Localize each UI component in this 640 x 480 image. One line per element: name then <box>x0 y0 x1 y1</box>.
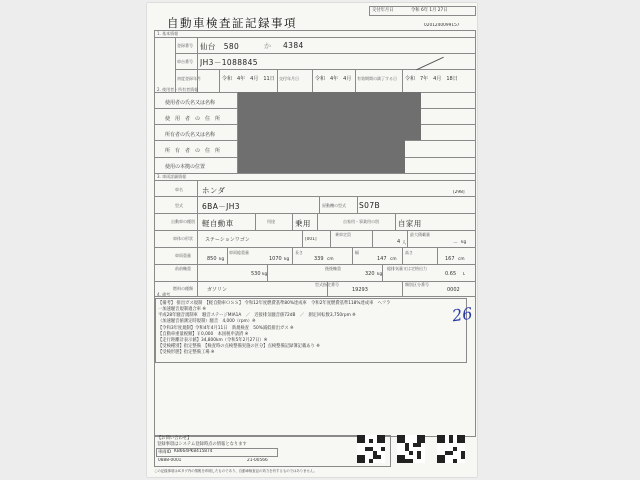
vehicle-type-value: 軽自動車 <box>202 219 234 228</box>
owner-address-label: 所 有 者 の 住 所 <box>165 148 221 154</box>
qr-code-right <box>437 435 465 463</box>
maker-value: ホンダ <box>202 186 226 195</box>
height-label: 高さ <box>405 250 413 255</box>
section-basic-label: 1. 基本情報 <box>157 31 179 36</box>
model-label: 型式 <box>175 203 183 208</box>
private-label: 自家用・事業用の別 <box>343 219 379 224</box>
width-value: 147 <box>377 256 387 262</box>
section-remarks-label: 4. 備考 <box>157 292 171 297</box>
engine-label: 原動機の型式 <box>322 203 346 208</box>
first-reg-value: 令和 4年 4月 <box>315 76 352 82</box>
length-value: 339 <box>314 256 324 262</box>
inspection-record-sheet <box>147 3 477 477</box>
max-load-label: 最大積載量 <box>410 232 430 237</box>
private-value: 自家用 <box>398 219 422 228</box>
front-axle-unit: kg <box>262 272 268 277</box>
reg-kana: か <box>264 42 271 50</box>
remarks-line: 【自動車重量税額】￥0,000 本国税申請済 ※ <box>158 332 249 337</box>
reg-number-value: 仙台 580 <box>200 42 240 51</box>
chassis-label: 車台番号 <box>177 59 193 64</box>
reg-number-digits: 4384 <box>283 41 304 50</box>
footer-code-1: 0888-0001 <box>158 458 182 463</box>
front-axle-value: 530 <box>251 271 261 277</box>
expiry-value: 令和 7年 4月 18日 <box>405 76 458 82</box>
qr-code-middle <box>397 435 425 463</box>
max-load-unit: kg <box>461 240 467 245</box>
first-reg-label: 交付年月日 <box>279 76 299 81</box>
reg-number-label: 登録番号 <box>177 43 193 48</box>
maker-label: 車名 <box>175 187 183 192</box>
remarks-line: 【令和3年度規制】令和4年4月11日 新規検査 50%減低排出ガス ※ <box>158 326 294 331</box>
weight-label: 車両重量 <box>175 253 191 258</box>
width-label: 幅 <box>355 250 359 255</box>
capacity-value: 4 <box>397 239 401 245</box>
chassis-value: JH3－1088845 <box>200 58 258 67</box>
max-load-value: － <box>453 240 459 246</box>
page-title: 自動車検査証記録事項 <box>167 16 297 30</box>
remarks-line: 【受検種別】指定整備 【検査時の点検整備実施の区分】点検整備記録簿記載あり ※ <box>158 344 320 349</box>
remarks-line: 平成28年騒音規制車 騒音ステージMIA1A ／ 近接排気騒音値72dB ／ 測定回転数3,750rpm ※ <box>158 313 356 318</box>
shape-value: ステーションワゴン <box>205 237 250 243</box>
user-address-label: 使 用 者 の 住 所 <box>165 116 221 122</box>
rear-axle-unit: kg <box>377 272 383 277</box>
gross-weight-value: 1070 <box>269 256 282 262</box>
class-number-label: 類別区分番号 <box>405 282 429 287</box>
type-designation-value: 19293 <box>352 287 368 293</box>
redaction-block-3 <box>349 140 405 173</box>
date-value: 令和 4年 4月 11日 <box>222 76 275 82</box>
displacement-unit: L <box>463 272 466 277</box>
shape-label: 車体の形状 <box>173 236 193 241</box>
type-designation-label: 型式指定番号 <box>315 282 339 287</box>
remarks-line: 【走行距離計表示値】34,800km（令和5年2月27日）※ <box>158 338 268 343</box>
fuel-label: 燃料の種類 <box>173 286 193 291</box>
base-location-label: 使用の本拠の位置 <box>165 164 206 170</box>
vehicle-id-value: KB664PK8415874 <box>174 449 213 454</box>
remarks-line: 【受検形態】指定整備工場 ※ <box>158 350 215 355</box>
vehicle-type-label: 自動車の種別 <box>171 219 195 224</box>
remarks-line: 一加速騒音規制適合車 ※ <box>158 307 206 312</box>
class-number-value: 0002 <box>447 287 460 293</box>
weight-unit: kg <box>219 257 225 262</box>
use-value: 乗用 <box>295 219 311 228</box>
footer-code-2: 21-00566 <box>247 458 268 463</box>
maker-code: [298] <box>453 190 465 195</box>
shape-code: [001] <box>305 237 317 242</box>
expiry-label: 有効期間の満了する日 <box>357 76 397 81</box>
gross-weight-label: 車両総重量 <box>229 250 249 255</box>
fuel-value: ガソリン <box>207 287 228 293</box>
front-axle-label: 前前軸重 <box>175 266 191 271</box>
footer-notice-title: 【お問い合わせ】 <box>157 436 192 441</box>
rear-axle-label: 後後軸重 <box>325 266 341 271</box>
owner-name-label: 所有者の氏名又は名称 <box>165 132 216 138</box>
gross-weight-unit: kg <box>284 257 290 262</box>
vehicle-id-label: 車両ID <box>158 450 172 455</box>
height-value: 167 <box>445 256 455 262</box>
model-value: 6BA－JH3 <box>202 202 240 211</box>
rear-axle-value: 320 <box>365 271 375 277</box>
engine-value: S07B <box>359 201 381 210</box>
displacement-label: 総排気量又は定格出力 <box>387 266 427 271</box>
qr-code-left <box>357 435 385 463</box>
redaction-block-1 <box>238 92 349 173</box>
remarks-line: （加速騒音値測定時規制）騒音 4,000（rpm）※ <box>158 319 256 324</box>
height-unit: cm <box>458 257 465 262</box>
redaction-block-2 <box>349 92 421 140</box>
footer-notice-line: 登録事項はシステム登録時点の情報となります <box>157 442 247 447</box>
length-label: 長さ <box>295 250 303 255</box>
issue-date-label: 交付年月日 <box>372 8 394 13</box>
document-number: 0201240099157 <box>424 23 460 28</box>
use-label: 用途 <box>267 219 275 224</box>
issue-label-1: 初度登録年月 <box>177 76 201 81</box>
capacity-unit: 人 <box>402 241 407 246</box>
issue-date-value: 令和 6年 1月 27日 <box>411 8 448 13</box>
remarks-line: 【備考】 排出ガス規制 【軽自動車ＯＳＳ】 令和12年度燃費基準80%達成車 令和2年度燃費基準118%達成車 ヘフラ <box>158 301 391 306</box>
handwritten-number: 26 <box>450 303 474 326</box>
footer-fine-print: この記録事項はICタグ内の情報を印刷したものであり、自動車検査証の効力を有するものではありません。 <box>154 469 317 473</box>
displacement-value: 0.65 <box>445 271 457 277</box>
width-unit: cm <box>390 257 397 262</box>
section-vehicle-label: 3. 車両詳細情報 <box>157 174 187 179</box>
length-unit: cm <box>327 257 334 262</box>
user-name-label: 使用者の氏名又は名称 <box>165 100 216 106</box>
section-owner-label: 2. 使用者・所有者情報 <box>157 87 199 92</box>
capacity-label: 乗車定員 <box>335 232 351 237</box>
weight-value: 850 <box>207 256 217 262</box>
